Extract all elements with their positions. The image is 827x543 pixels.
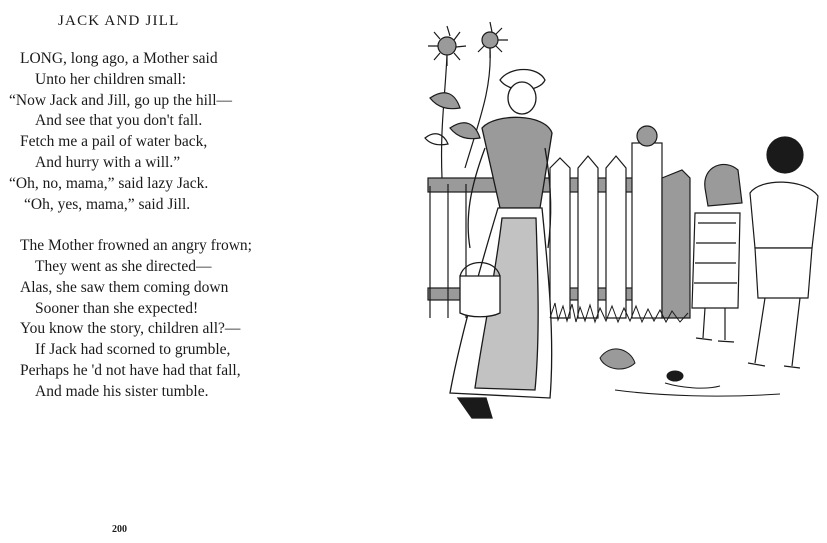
poem-line: If Jack had scorned to grumble,: [35, 341, 231, 359]
poem-line: Alas, she saw them coming down: [20, 278, 229, 296]
illustration-svg: [420, 18, 820, 428]
poem-line: They went as she directed—: [35, 257, 212, 275]
boy-figure: [748, 137, 818, 368]
stanza-gap: [0, 215, 360, 236]
poem-title: JACK AND JILL: [58, 13, 180, 29]
poem-text: [0, 49, 360, 403]
poem-line: LONG, long ago, a Mother said: [20, 50, 218, 67]
poem-line: And hurry with a will.”: [35, 153, 181, 171]
poem-line: You know the story, children all?—: [20, 320, 241, 338]
page-number: 200: [112, 524, 127, 535]
engraving-illustration: [420, 18, 820, 428]
poem-line: “Oh, yes, mama,” said Jill.: [24, 195, 191, 213]
mother-figure: [450, 70, 552, 419]
poem-line: The Mother frowned an angry frown;: [20, 237, 252, 255]
poem-line: Sooner than she expected!: [35, 299, 199, 317]
poem-line: And made his sister tumble.: [35, 382, 209, 400]
poem-line: Perhaps he 'd not have had that fall,: [20, 361, 241, 379]
poem-line: “Oh, no, mama,” said lazy Jack.: [9, 174, 209, 192]
poem-line: “Now Jack and Jill, go up the hill—: [9, 91, 232, 109]
poem-line: Fetch me a pail of water back,: [20, 133, 208, 151]
girl-figure: [692, 164, 742, 342]
poem-line: And see that you don't fall.: [35, 112, 203, 130]
poem-line: Unto her children small:: [35, 70, 187, 88]
